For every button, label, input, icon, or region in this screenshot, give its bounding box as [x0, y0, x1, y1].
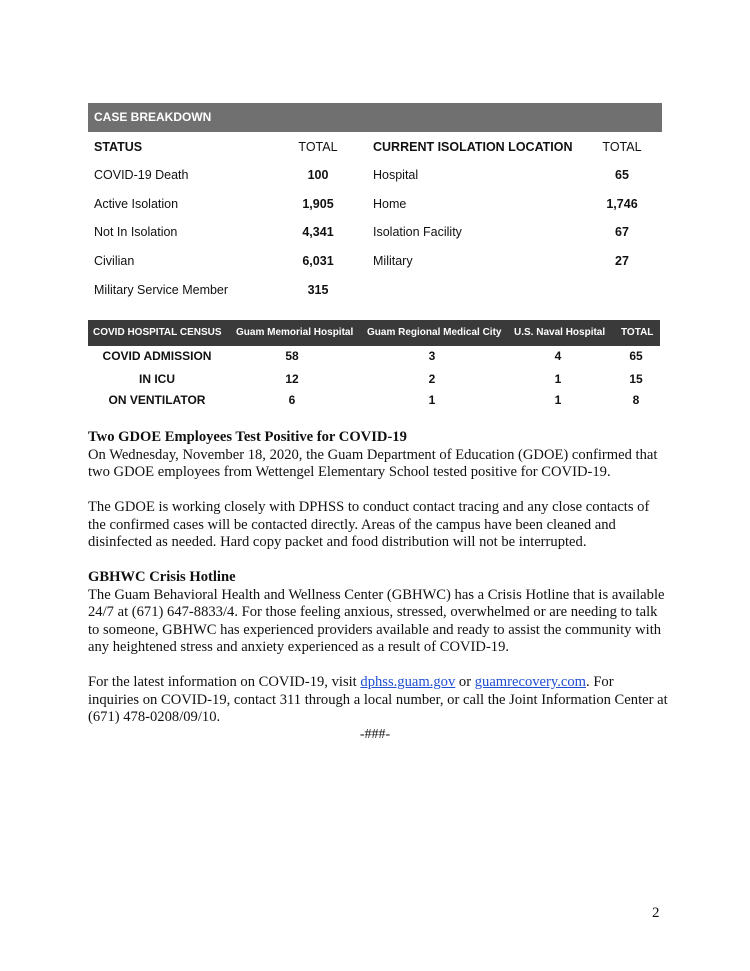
location-label: Hospital: [373, 168, 419, 182]
status-total: 1,905: [302, 197, 334, 211]
census-grmc-value: 3: [428, 349, 436, 363]
census-title: COVID HOSPITAL CENSUS: [93, 327, 222, 338]
info-text-after: . For inquiries on COVID-19, contact 311 through a local number, or call the Joint Information Center at (671) 478-0208/09/10.: [88, 674, 668, 726]
gbhwc-heading: GBHWC Crisis Hotline: [88, 569, 236, 585]
census-row-label: COVID ADMISSION: [102, 349, 212, 363]
table-row: [94, 254, 654, 272]
census-grmc-value: 1: [428, 393, 436, 407]
census-usnh-value: 4: [554, 349, 562, 363]
status-total: 100: [307, 168, 329, 182]
table-row: [88, 372, 660, 388]
table-row: [88, 349, 660, 365]
status-header: STATUS: [94, 140, 143, 154]
location-total: 27: [615, 254, 629, 268]
census-grmc-value: 2: [428, 372, 436, 386]
location-label: Home: [373, 197, 407, 211]
status-label: COVID-19 Death: [94, 168, 189, 182]
location-total: 1,746: [606, 197, 638, 211]
census-total-value: 65: [629, 349, 643, 363]
status-label: Not In Isolation: [94, 225, 178, 239]
table-row: [94, 225, 654, 243]
status-total: 315: [307, 283, 329, 297]
census-usnh-header: U.S. Naval Hospital: [514, 327, 606, 338]
table-row: [94, 197, 654, 215]
census-total-header: TOTAL: [621, 327, 654, 338]
status-total: 6,031: [302, 254, 334, 268]
end-mark: -###-: [359, 727, 391, 742]
guamrecovery-link[interactable]: guamrecovery.com: [474, 674, 587, 690]
census-gmh-header: Guam Memorial Hospital: [236, 327, 354, 338]
location-label: Military: [373, 254, 413, 268]
census-usnh-value: 1: [554, 372, 562, 386]
census-row-label: ON VENTILATOR: [108, 393, 206, 407]
gdoe-section: [88, 429, 668, 482]
status-label: Military Service Member: [94, 283, 229, 297]
status-total: 4,341: [302, 225, 334, 239]
census-grmc-header: Guam Regional Medical City: [367, 327, 502, 338]
info-text-before: For the latest information on COVID-19, visit: [88, 674, 361, 690]
table-row: [94, 283, 654, 301]
info-text-mid: or: [455, 674, 475, 690]
table-row: [88, 393, 660, 409]
census-total-value: 8: [632, 393, 640, 407]
dphss-link[interactable]: dphss.guam.gov: [360, 674, 456, 690]
gdoe-heading: Two GDOE Employees Test Positive for COVID-19: [88, 429, 407, 445]
case-breakdown-column-headers: [94, 140, 654, 158]
census-gmh-value: 58: [285, 349, 299, 363]
census-usnh-value: 1: [554, 393, 562, 407]
gdoe-paragraph-1: On Wednesday, November 18, 2020, the Guam Department of Education (GDOE) confirmed that two GDOE employees from Wettengel Elementary School tested positive for COVID-19.: [88, 446, 658, 481]
location-total: 65: [615, 168, 629, 182]
location-total: 67: [615, 225, 629, 239]
case-breakdown-header: CASE BREAKDOWN: [88, 103, 662, 132]
status-label: Active Isolation: [94, 197, 179, 211]
gbhwc-paragraph: The Guam Behavioral Health and Wellness Center (GBHWC) has a Crisis Hotline that is available 24/7 at (671) 647-8833/4. For those feeling anxious, stressed, overwhelmed or are needing to talk to someone, GBHWC has experienced providers available and ready to assist the community with any heightened stress and anxiety experienced as a result of COVID-19.: [88, 586, 665, 656]
hospital-census-header: [88, 320, 660, 346]
status-label: Civilian: [94, 254, 135, 268]
census-gmh-value: 12: [285, 372, 299, 386]
census-row-label: IN ICU: [139, 372, 175, 386]
location-label: Isolation Facility: [373, 225, 462, 239]
census-gmh-value: 6: [288, 393, 296, 407]
census-total-value: 15: [629, 372, 643, 386]
status-total-header: TOTAL: [298, 140, 338, 154]
gbhwc-section: [88, 569, 668, 657]
location-total-header: TOTAL: [602, 140, 642, 154]
gdoe-paragraph-2: The GDOE is working closely with DPHSS to conduct contact tracing and any close contacts of the confirmed cases will be contacted directly. Areas of the campus have been cleaned and disinfected as needed. Hard copy packet and food distribution will not be interrupted.: [88, 499, 650, 551]
page-number: 2: [652, 905, 660, 921]
location-header: CURRENT ISOLATION LOCATION: [373, 140, 573, 154]
info-paragraph: [88, 674, 668, 727]
table-row: [94, 168, 654, 186]
